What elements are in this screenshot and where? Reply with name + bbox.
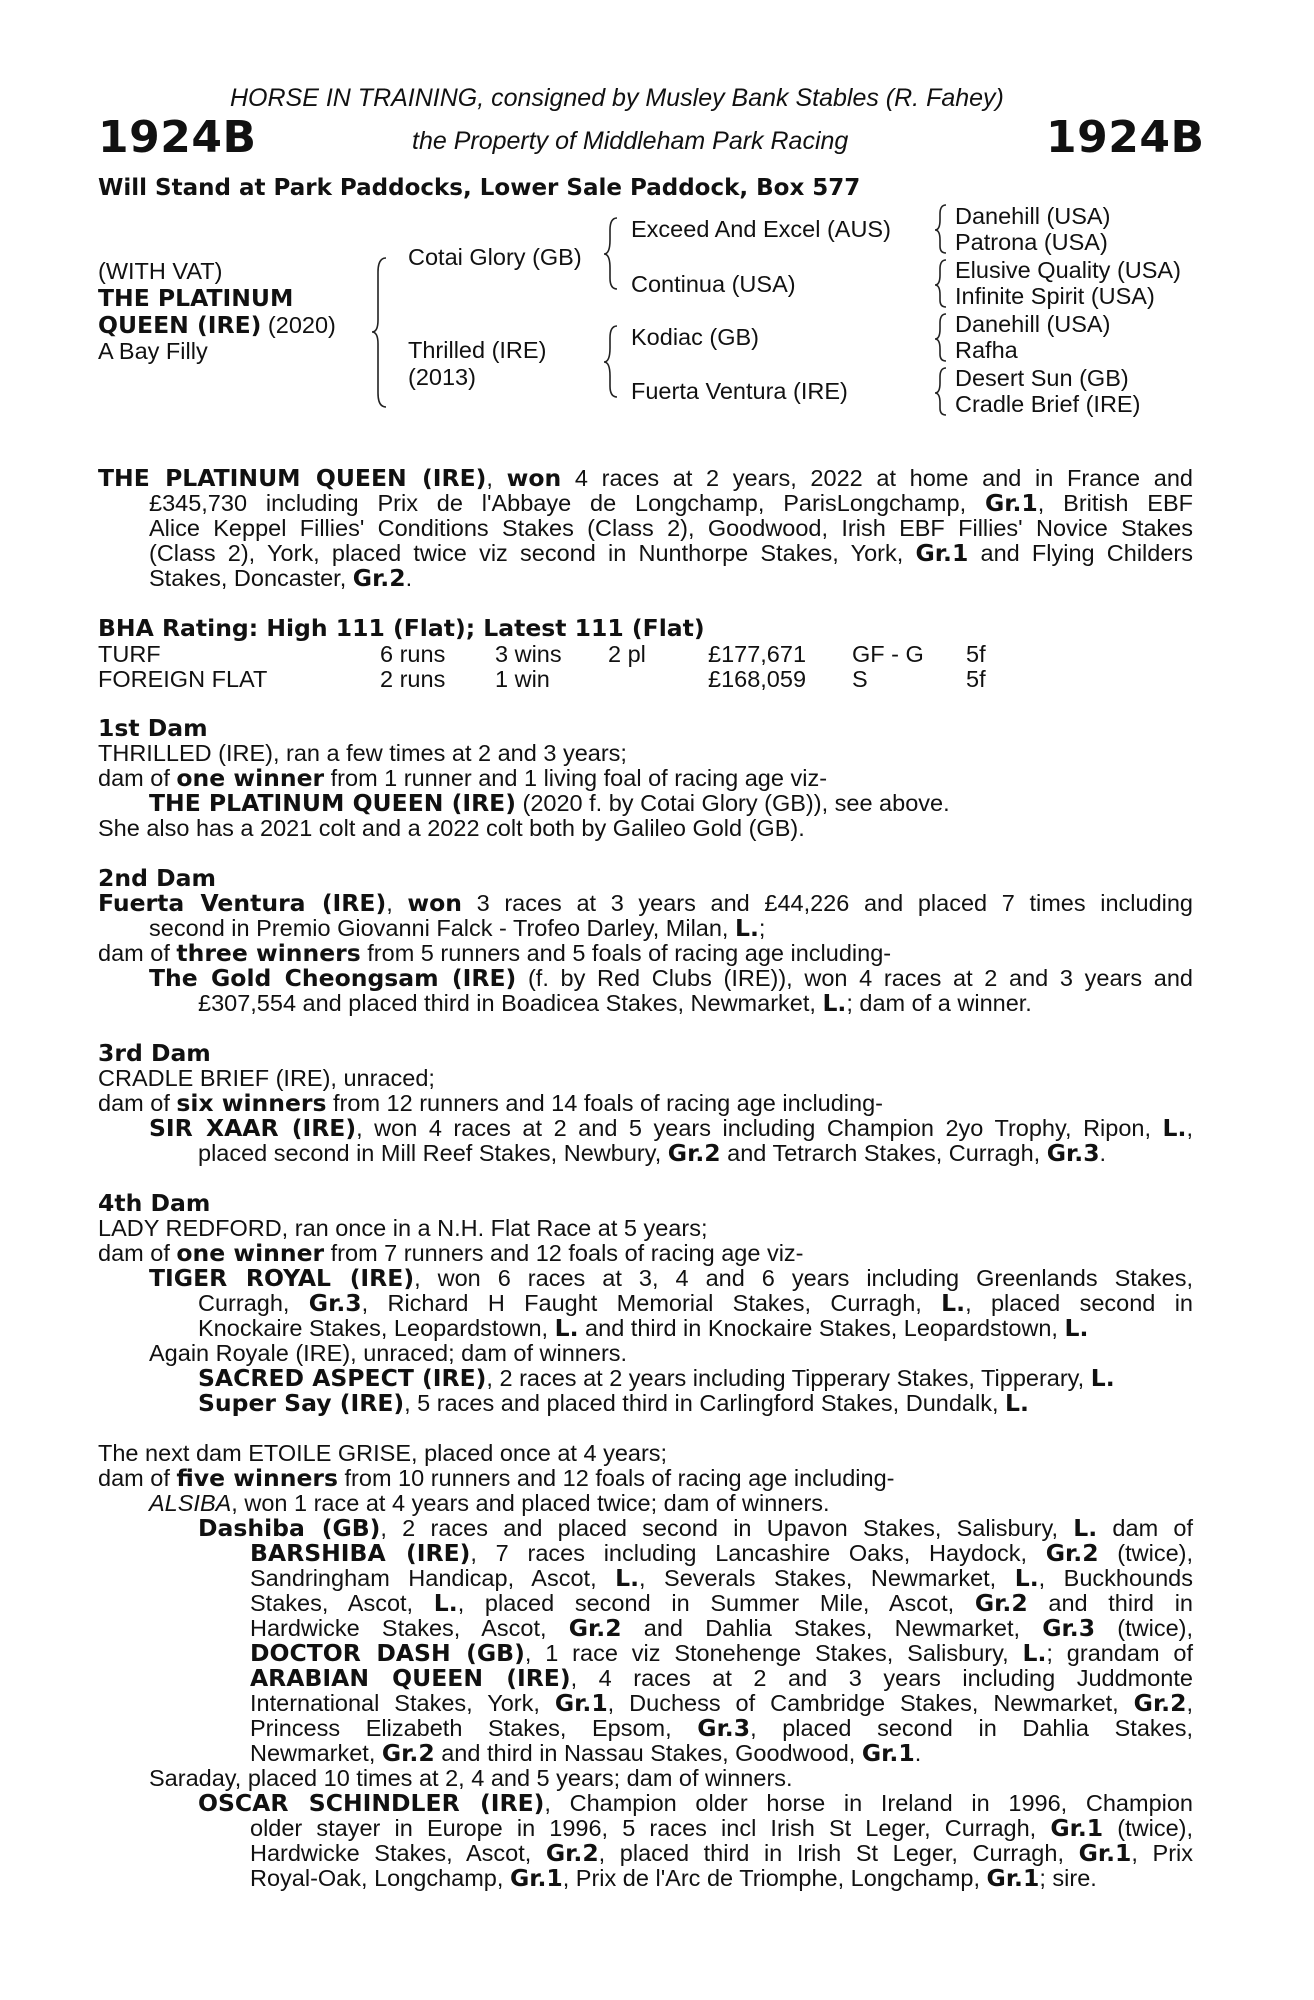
lot-number-left: 1924B [98,112,257,163]
next-dam-line-14: Saraday, placed 10 times at 2, 4 and 5 years; dam of winners. [149,1765,793,1791]
first-dam-line-4: She also has a 2021 colt and a 2022 colt both by Galileo Gold (GB). [98,815,805,841]
rating-row-turf-type: TURF [98,641,161,667]
ancestor-g7: Desert Sun (GB) [955,365,1129,391]
next-dam-line-11: International Stakes, York, Gr.1, Duchess of Cambridge Stakes, Newmarket, Gr.2, [250,1689,1193,1717]
vat-label: (WITH VAT) [98,258,223,284]
second-dam-line-4: The Gold Cheongsam (IRE) (f. by Red Clubs (IRE)), won 4 races at 2 and 3 years and [149,964,1193,992]
third-dam-line-1: CRADLE BRIEF (IRE), unraced; [98,1065,435,1091]
second-dam-line-2: second in Premio Giovanni Falck - Trofeo Darley, Milan, L.; [149,914,766,942]
summary-line-5: Stakes, Doncaster, Gr.2. [149,564,413,592]
rating-row-foreign-prize: £168,059 [708,666,807,692]
next-dam-line-12: Princess Elizabeth Stakes, Epsom, Gr.3, placed second in Dahlia Stakes, [250,1714,1193,1742]
first-dam-line-3: THE PLATINUM QUEEN (IRE) (2020 f. by Cotai Glory (GB)), see above. [149,789,950,817]
ancestor-g8: Cradle Brief (IRE) [955,391,1141,417]
rating-row-turf-runs: 6 runs [380,641,446,667]
rating-row-turf-going: GF - G [852,641,924,667]
first-dam-line-2: dam of one winner from 1 runner and 1 living foal of racing age viz- [98,764,828,792]
sire-sire: Exceed And Excel (AUS) [631,216,891,242]
next-dam-line-7: Stakes, Ascot, L., placed second in Summer Mile, Ascot, Gr.2 and third in [250,1589,1193,1617]
rating-row-foreign-going: S [852,666,868,692]
fourth-dam-line-7: SACRED ASPECT (IRE), 2 races at 2 years including Tipperary Stakes, Tipperary, L. [198,1364,1115,1392]
fourth-dam-line-8: Super Say (IRE), 5 races and placed third in Carlingford Stakes, Dundalk, L. [198,1389,1029,1417]
next-dam-line-5: BARSHIBA (IRE), 7 races including Lancashire Oaks, Haydock, Gr.2 (twice), [250,1539,1194,1567]
dam-year: (2013) [408,364,476,390]
next-dam-line-4: Dashiba (GB), 2 races and placed second in Upavon Stakes, Salisbury, L. dam of [198,1514,1193,1542]
horse-description: A Bay Filly [98,338,208,364]
fourth-dam-line-4: Curragh, Gr.3, Richard H Faught Memorial Stakes, Curragh, L., placed second in [198,1289,1193,1317]
summary-line-1: THE PLATINUM QUEEN (IRE), won 4 races at 2 years, 2022 at home and in France and [98,464,1193,492]
property-line: the Property of Middleham Park Racing [412,127,849,155]
next-dam-line-1: The next dam ETOILE GRISE, placed once at 4 years; [98,1440,668,1466]
horse-name-line1: THE PLATINUM [98,284,294,312]
next-dam-line-17: Hardwicke Stakes, Ascot, Gr.2, placed third in Irish St Leger, Curragh, Gr.1, Prix [250,1839,1193,1867]
second-dam-line-3: dam of three winners from 5 runners and 5 foals of racing age including- [98,939,892,967]
rating-row-foreign-runs: 2 runs [380,666,446,692]
fourth-dam-line-6: Again Royale (IRE), unraced; dam of winners. [149,1340,628,1366]
rating-row-foreign-distance: 5f [966,666,986,692]
pedigree-brackets [0,0,1314,420]
rating-row-turf-distance: 5f [966,641,986,667]
fourth-dam-heading: 4th Dam [98,1189,211,1217]
rating-row-turf-placed: 2 pl [608,641,646,667]
next-dam-line-6: Sandringham Handicap, Ascot, L., Severals Stakes, Newmarket, L., Buckhounds [250,1564,1193,1592]
next-dam-line-9: DOCTOR DASH (GB), 1 race viz Stonehenge Stakes, Salisbury, L.; grandam of [250,1639,1194,1667]
next-dam-line-16: older stayer in Europe in 1996, 5 races incl Irish St Leger, Curragh, Gr.1 (twice), [250,1814,1193,1842]
ancestor-g5: Danehill (USA) [955,311,1111,337]
sire: Cotai Glory (GB) [408,244,582,270]
ancestor-g4: Infinite Spirit (USA) [955,283,1155,309]
third-dam-line-2: dam of six winners from 12 runners and 14 foals of racing age including- [98,1089,883,1117]
fourth-dam-line-1: LADY REDFORD, ran once in a N.H. Flat Race at 5 years; [98,1215,708,1241]
next-dam-line-10: ARABIAN QUEEN (IRE), 4 races at 2 and 3 years including Juddmonte [250,1664,1193,1692]
summary-line-3: Alice Keppel Fillies' Conditions Stakes (Class 2), Goodwood, Irish EBF Fillies' Novice Stakes [149,515,1193,541]
location-line: Will Stand at Park Paddocks, Lower Sale Paddock, Box 577 [98,175,861,201]
summary-line-4: (Class 2), York, placed twice viz second in Nunthorpe Stakes, York, Gr.1 and Flying Childers [149,539,1193,567]
second-dam-line-1: Fuerta Ventura (IRE), won 3 races at 3 years and £44,226 and placed 7 times including [98,889,1193,917]
next-dam-line-13: Newmarket, Gr.2 and third in Nassau Stakes, Goodwood, Gr.1. [250,1739,922,1767]
next-dam-line-2: dam of five winners from 10 runners and 12 foals of racing age including- [98,1464,895,1492]
third-dam-line-4: placed second in Mill Reef Stakes, Newbury, Gr.2 and Tetrarch Stakes, Curragh, Gr.3. [198,1139,1107,1167]
first-dam-line-1: THRILLED (IRE), ran a few times at 2 and 3 years; [98,740,627,766]
next-dam-line-3: ALSIBA, won 1 race at 4 years and placed twice; dam of winners. [149,1490,830,1516]
rating-title: BHA Rating: High 111 (Flat); Latest 111 (Flat) [98,614,705,642]
horse-name-line2: QUEEN (IRE) (2020) [98,311,336,339]
next-dam-line-8: Hardwicke Stakes, Ascot, Gr.2 and Dahlia Stakes, Newmarket, Gr.3 (twice), [250,1614,1193,1642]
rating-row-foreign-type: FOREIGN FLAT [98,666,268,692]
ancestor-g2: Patrona (USA) [955,229,1108,255]
consignment-line: HORSE IN TRAINING, consigned by Musley Bank Stables (R. Fahey) [230,84,1004,112]
first-dam-heading: 1st Dam [98,714,208,742]
fourth-dam-line-5: Knockaire Stakes, Leopardstown, L. and third in Knockaire Stakes, Leopardstown, L. [198,1314,1089,1342]
second-dam-line-5: £307,554 and placed third in Boadicea Stakes, Newmarket, L.; dam of a winner. [198,989,1032,1017]
third-dam-heading: 3rd Dam [98,1039,211,1067]
next-dam-line-15: OSCAR SCHINDLER (IRE), Champion older horse in Ireland in 1996, Champion [198,1789,1194,1817]
rating-row-foreign-wins: 1 win [495,666,550,692]
dam-sire: Kodiac (GB) [631,324,759,350]
dam-dam: Fuerta Ventura (IRE) [631,378,848,404]
ancestor-g3: Elusive Quality (USA) [955,257,1181,283]
next-dam-line-18: Royal-Oak, Longchamp, Gr.1, Prix de l'Arc de Triomphe, Longchamp, Gr.1; sire. [250,1864,1097,1892]
ancestor-g6: Rafha [955,337,1018,363]
lot-number-right: 1924B [1046,112,1205,163]
third-dam-line-3: SIR XAAR (IRE), won 4 races at 2 and 5 years including Champion 2yo Trophy, Ripon, L., [149,1114,1193,1142]
rating-row-turf-prize: £177,671 [708,641,807,667]
summary-line-2: £345,730 including Prix de l'Abbaye de Longchamp, ParisLongchamp, Gr.1, British EBF [149,489,1193,517]
fourth-dam-line-3: TIGER ROYAL (IRE), won 6 races at 3, 4 and 6 years including Greenlands Stakes, [149,1264,1193,1292]
dam: Thrilled (IRE) [408,337,547,363]
rating-row-turf-wins: 3 wins [495,641,562,667]
second-dam-heading: 2nd Dam [98,864,216,892]
ancestor-g1: Danehill (USA) [955,203,1111,229]
sire-dam: Continua (USA) [631,271,796,297]
fourth-dam-line-2: dam of one winner from 7 runners and 12 foals of racing age viz- [98,1239,804,1267]
